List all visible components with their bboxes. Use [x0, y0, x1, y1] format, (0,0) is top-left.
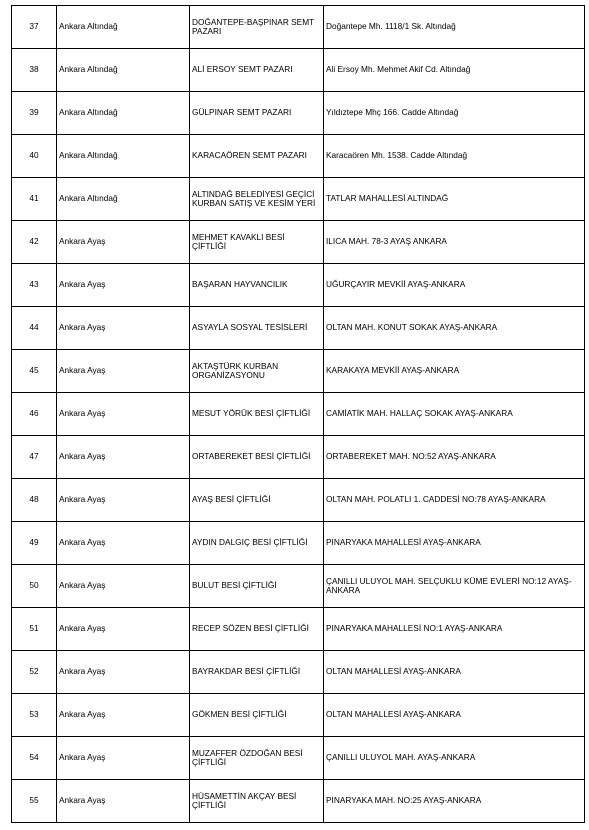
address-cell: UĞURÇAYIR MEVKİİ AYAŞ-ANKARA — [324, 264, 585, 307]
row-number: 42 — [12, 221, 57, 264]
place-name-cell: GÖKMEN BESİ ÇİFTLİĞİ — [190, 694, 324, 737]
address-cell: ORTABEREKET MAH. NO:52 AYAŞ-ANKARA — [324, 436, 585, 479]
table-row — [12, 522, 585, 565]
table-row — [12, 651, 585, 694]
location-cell: Ankara Ayaş — [57, 307, 190, 350]
place-name-cell: KARACAÖREN SEMT PAZARI — [190, 135, 324, 178]
table-row — [12, 49, 585, 92]
location-cell: Ankara Altındağ — [57, 135, 190, 178]
row-number: 54 — [12, 737, 57, 780]
row-number: 43 — [12, 264, 57, 307]
address-cell: TATLAR MAHALLESİ ALTINDAĞ — [324, 178, 585, 221]
row-number: 40 — [12, 135, 57, 178]
table-row — [12, 135, 585, 178]
location-cell: Ankara Ayaş — [57, 651, 190, 694]
row-number: 41 — [12, 178, 57, 221]
location-cell: Ankara Ayaş — [57, 694, 190, 737]
place-name-cell: ORTABEREKET BESİ ÇİFTLİĞİ — [190, 436, 324, 479]
location-cell: Ankara Altındağ — [57, 49, 190, 92]
table-row — [12, 178, 585, 221]
market-locations-table — [11, 5, 585, 823]
table-row — [12, 6, 585, 49]
address-cell: CAMİATİK MAH. HALLAÇ SOKAK AYAŞ-ANKARA — [324, 393, 585, 436]
location-cell: Ankara Ayaş — [57, 565, 190, 608]
address-cell: OLTAN MAH. POLATLI 1. CADDESİ NO:78 AYAŞ-ANKARA — [324, 479, 585, 522]
row-number: 39 — [12, 92, 57, 135]
row-number: 45 — [12, 350, 57, 393]
document-page — [11, 5, 584, 823]
place-name-cell: DOĞANTEPE-BAŞPINAR SEMT PAZARI — [190, 6, 324, 49]
place-name-cell: AYAŞ BESİ ÇİFTLİĞİ — [190, 479, 324, 522]
location-cell: Ankara Ayaş — [57, 479, 190, 522]
address-cell: KARAKAYA MEVKİİ AYAŞ-ANKARA — [324, 350, 585, 393]
address-cell: Karacaören Mh. 1538. Cadde Altındağ — [324, 135, 585, 178]
table-row — [12, 92, 585, 135]
row-number: 53 — [12, 694, 57, 737]
place-name-cell: MEHMET KAVAKLI BESİ ÇİFTLİĞİ — [190, 221, 324, 264]
row-number: 48 — [12, 479, 57, 522]
table-row — [12, 221, 585, 264]
place-name-cell: AYDIN DALGIÇ BESİ ÇİFTLİĞİ — [190, 522, 324, 565]
table-row — [12, 307, 585, 350]
location-cell: Ankara Ayaş — [57, 737, 190, 780]
table-row — [12, 737, 585, 780]
location-cell: Ankara Ayaş — [57, 608, 190, 651]
table-body — [12, 6, 585, 823]
place-name-cell: BAŞARAN HAYVANCILIK — [190, 264, 324, 307]
place-name-cell: MESUT YÖRÜK BESİ ÇİFTLİĞİ — [190, 393, 324, 436]
place-name-cell: AKTAŞTÜRK KURBAN ORGANİZASYONU — [190, 350, 324, 393]
address-cell: ÇANILLI ULUYOL MAH. SELÇUKLU KÜME EVLERİ NO:12 AYAŞ-ANKARA — [324, 565, 585, 608]
address-cell: ILICA MAH. 78-3 AYAŞ ANKARA — [324, 221, 585, 264]
place-name-cell: HÜSAMETTİN AKÇAY BESİ ÇİFTLİĞİ — [190, 780, 324, 823]
address-cell: Yıldıztepe Mhç 166. Cadde Altındağ — [324, 92, 585, 135]
place-name-cell: BAYRAKDAR BESİ ÇİFTLİĞİ — [190, 651, 324, 694]
row-number: 47 — [12, 436, 57, 479]
address-cell: PINARYAKA MAHALLESİ AYAŞ-ANKARA — [324, 522, 585, 565]
address-cell: Doğantepe Mh. 1118/1 Sk. Altındağ — [324, 6, 585, 49]
row-number: 50 — [12, 565, 57, 608]
row-number: 37 — [12, 6, 57, 49]
row-number: 55 — [12, 780, 57, 823]
table-row — [12, 694, 585, 737]
place-name-cell: GÜLPINAR SEMT PAZARI — [190, 92, 324, 135]
address-cell: OLTAN MAHALLESİ AYAŞ-ANKARA — [324, 651, 585, 694]
table-row — [12, 350, 585, 393]
location-cell: Ankara Ayaş — [57, 264, 190, 307]
location-cell: Ankara Ayaş — [57, 522, 190, 565]
row-number: 38 — [12, 49, 57, 92]
table-row — [12, 608, 585, 651]
table-row — [12, 565, 585, 608]
address-cell: PINARYAKA MAH. NO:25 AYAŞ-ANKARA — [324, 780, 585, 823]
location-cell: Ankara Ayaş — [57, 350, 190, 393]
location-cell: Ankara Altındağ — [57, 178, 190, 221]
place-name-cell: BULUT BESİ ÇİFTLİĞİ — [190, 565, 324, 608]
place-name-cell: ASYAYLA SOSYAL TESİSLERİ — [190, 307, 324, 350]
row-number: 49 — [12, 522, 57, 565]
address-cell: PINARYAKA MAHALLESİ NO:1 AYAŞ-ANKARA — [324, 608, 585, 651]
row-number: 52 — [12, 651, 57, 694]
place-name-cell: RECEP SÖZEN BESİ ÇİFTLİĞİ — [190, 608, 324, 651]
location-cell: Ankara Altındağ — [57, 6, 190, 49]
row-number: 44 — [12, 307, 57, 350]
location-cell: Ankara Ayaş — [57, 393, 190, 436]
address-cell: ÇANILLI ULUYOL MAH. AYAŞ-ANKARA — [324, 737, 585, 780]
table-row — [12, 436, 585, 479]
location-cell: Ankara Ayaş — [57, 780, 190, 823]
table-row — [12, 264, 585, 307]
location-cell: Ankara Altındağ — [57, 92, 190, 135]
row-number: 51 — [12, 608, 57, 651]
place-name-cell: ALTINDAĞ BELEDİYESİ GEÇİCİ KURBAN SATIŞ VE KESİM YERİ — [190, 178, 324, 221]
table-row — [12, 479, 585, 522]
location-cell: Ankara Ayaş — [57, 221, 190, 264]
address-cell: OLTAN MAHALLESİ AYAŞ-ANKARA — [324, 694, 585, 737]
table-row — [12, 780, 585, 823]
address-cell: Ali Ersoy Mh. Mehmet Akif Cd. Altındağ — [324, 49, 585, 92]
place-name-cell: MUZAFFER ÖZDOĞAN BESİ ÇİFTLİĞİ — [190, 737, 324, 780]
location-cell: Ankara Ayaş — [57, 436, 190, 479]
address-cell: OLTAN MAH. KONUT SOKAK AYAŞ-ANKARA — [324, 307, 585, 350]
row-number: 46 — [12, 393, 57, 436]
place-name-cell: ALİ ERSOY SEMT PAZARI — [190, 49, 324, 92]
table-row — [12, 393, 585, 436]
